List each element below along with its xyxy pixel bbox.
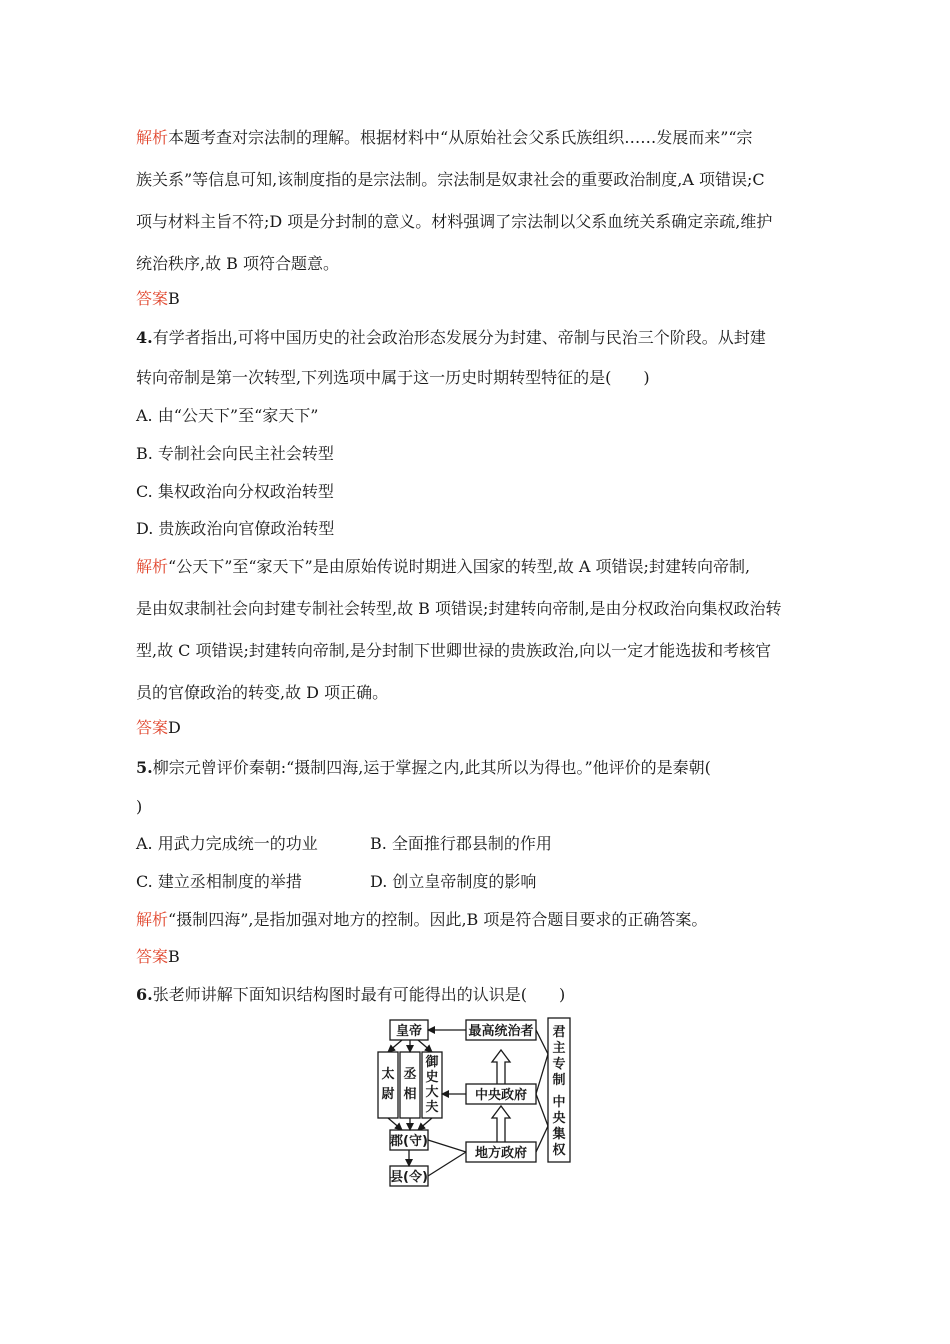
- question-number: 5.: [136, 758, 153, 777]
- yushidafu-label: 御史大夫: [425, 1055, 439, 1115]
- q3-analysis-line-3: 项与材料主旨不符;D 项是分封制的意义。材料强调了宗法制以父系血统关系确定亲疏,维护: [136, 212, 773, 231]
- q3-analysis-line-4: 统治秩序,故 B 项符合题意。: [136, 254, 340, 273]
- question-number: 4.: [136, 328, 153, 347]
- centralization-label: 中央集权: [552, 1095, 566, 1158]
- chengxiang-label: 丞相: [403, 1067, 417, 1102]
- analysis-label: 解析: [136, 557, 169, 576]
- analysis-label: 解析: [136, 910, 169, 929]
- county-label: 县(令): [390, 1170, 428, 1185]
- q4-analysis-line-2: 是由奴隶制社会向封建专制社会转型,故 B 项错误;封建转向帝制,是由分权政治向集权政治转: [136, 599, 782, 618]
- emperor-label: 皇帝: [395, 1024, 423, 1039]
- q5-answer: 答案B: [136, 947, 180, 966]
- answer-label: 答案: [136, 289, 169, 308]
- q4-stem-line-1: 4.有学者指出,可将中国历史的社会政治形态发展分为封建、帝制与民治三个阶段。从封建: [136, 328, 766, 347]
- q5-stem-line-2: ): [136, 797, 143, 816]
- q4-option-c: C. 集权政治向分权政治转型: [136, 482, 334, 501]
- q6-stem: 6.张老师讲解下面知识结构图时最有可能得出的认识是( ): [136, 985, 566, 1004]
- q4-analysis-line-3: 型,故 C 项错误;封建转向帝制,是分封制下世卿世禄的贵族政治,向以一定才能选拔和考核官: [136, 641, 772, 660]
- q5-analysis: 解析“摄制四海”,是指加强对地方的控制。因此,B 项是符合题目要求的正确答案。: [136, 910, 708, 929]
- supreme-ruler-label: 最高统治者: [468, 1024, 534, 1039]
- q4-analysis-line-1: 解析“公天下”至“家天下”是由原始传说时期进入国家的转型,故 A 项错误;封建转向帝制,: [136, 557, 751, 576]
- commandery-label: 郡(守): [390, 1134, 428, 1149]
- q5-option-a: A. 用武力完成统一的功业: [136, 834, 318, 853]
- knowledge-structure-diagram: [370, 1014, 580, 1194]
- q3-answer: 答案B: [136, 289, 180, 308]
- local-gov-label: 地方政府: [474, 1146, 528, 1161]
- q4-option-a: A. 由“公天下”至“家天下”: [136, 406, 319, 425]
- analysis-label: 解析: [136, 128, 169, 147]
- central-gov-label: 中央政府: [474, 1088, 528, 1103]
- question-number: 6.: [136, 985, 153, 1004]
- q5-stem-line-1: 5.柳宗元曾评价秦朝:“摄制四海,运于掌握之内,此其所以为得也。”他评价的是秦朝(: [136, 758, 711, 777]
- q4-answer: 答案D: [136, 718, 181, 737]
- q3-analysis-line-1: 解析本题考查对宗法制的理解。根据材料中“从原始社会父系氏族组织……发展而来”“宗: [136, 128, 753, 147]
- autocracy-label: 君主专制: [552, 1025, 566, 1088]
- q4-option-b: B. 专制社会向民主社会转型: [136, 444, 334, 463]
- q5-option-d: D. 创立皇帝制度的影响: [370, 872, 537, 891]
- q5-option-b: B. 全面推行郡县制的作用: [370, 834, 552, 853]
- answer-label: 答案: [136, 718, 169, 737]
- taiwei-label: 太尉: [381, 1067, 395, 1102]
- q4-stem-line-2: 转向帝制是第一次转型,下列选项中属于这一历史时期转型特征的是( ): [136, 368, 650, 387]
- q4-analysis-line-4: 员的官僚政治的转变,故 D 项正确。: [136, 683, 389, 702]
- taiwei-box: [378, 1052, 398, 1118]
- q5-option-c: C. 建立丞相制度的举措: [136, 872, 302, 891]
- q4-option-d: D. 贵族政治向官僚政治转型: [136, 519, 335, 538]
- q3-analysis-line-2: 族关系”等信息可知,该制度指的是宗法制。宗法制是奴隶社会的重要政治制度,A 项错误;C: [136, 170, 765, 189]
- chengxiang-box: [400, 1052, 420, 1118]
- answer-label: 答案: [136, 947, 169, 966]
